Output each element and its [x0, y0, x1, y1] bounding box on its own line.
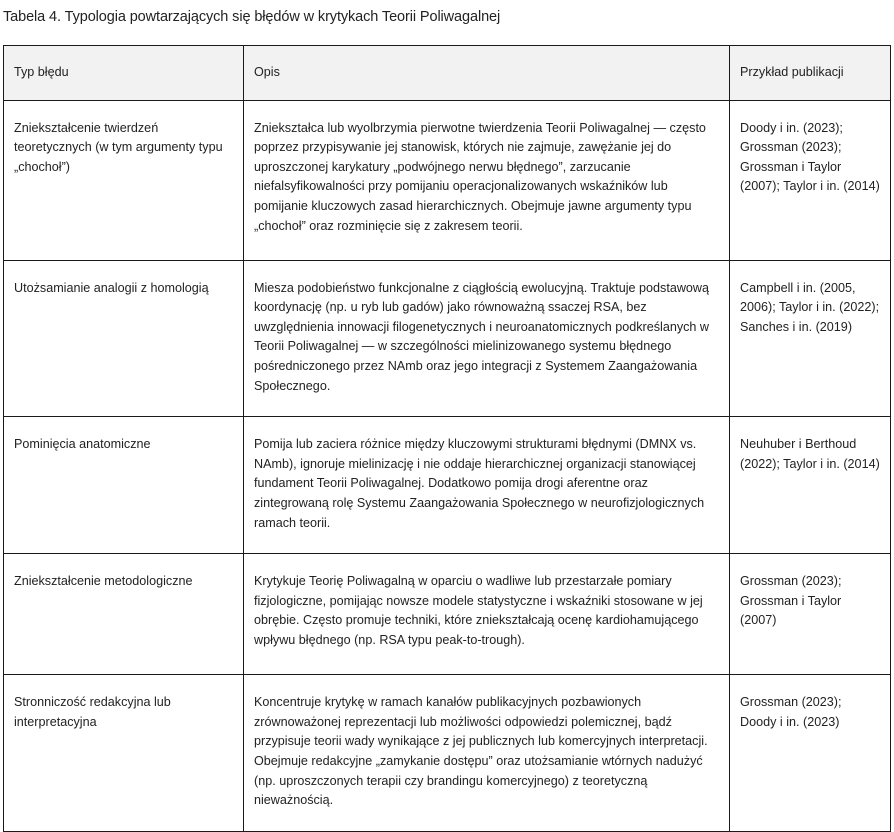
cell-examples: Grossman (2023); Grossman i Taylor (2007): [730, 554, 891, 675]
cell-description: Krytykuje Teorię Poliwagalną w oparciu o wadliwe lub przestarzałe pomiary fizjologiczne, pomijając nowsze modele statystyczne i wskaźniki stosowane w jej obrębie. Często promuje techniki, które zniekształcają ocenę kardiohamującego wpływu błędnego (np. RSA typu peak-to-trough).: [244, 554, 730, 675]
cell-error-type: Zniekształcenie twierdzeń teoretycznych (w tym argumenty typu „chochoł”): [4, 100, 244, 260]
cell-error-type: Stronniczość redakcyjna lub interpretacyjna: [4, 675, 244, 832]
table-row: [4, 260, 891, 417]
header-example-publications: Przykład publikacji: [730, 46, 891, 101]
cell-error-type: Utożsamianie analogii z homologią: [4, 260, 244, 417]
table-row: [4, 100, 891, 260]
cell-description: Koncentruje krytykę w ramach kanałów publikacyjnych pozbawionych zrównoważonej reprezentacji lub możliwości odpowiedzi polemicznej, bądź przypisuje teorii wady wynikające z jej publicznych lub komercyjnych interpretacji. Obejmuje redakcyjne „zamykanie dostępu” oraz utożsamianie wtórnych nadużyć (np. uproszczonych terapii czy brandingu komercyjnego) z teoretyczną nieważnością.: [244, 675, 730, 832]
error-typology-table: [3, 45, 891, 832]
table-row: [4, 417, 891, 554]
cell-error-type: Zniekształcenie metodologiczne: [4, 554, 244, 675]
header-description: Opis: [244, 46, 730, 101]
cell-examples: Grossman (2023); Doody i in. (2023): [730, 675, 891, 832]
cell-examples: Doody i in. (2023); Grossman (2023); Grossman i Taylor (2007); Taylor i in. (2014): [730, 100, 891, 260]
cell-description: Pomija lub zaciera różnice między kluczowymi strukturami błędnymi (DMNX vs. NAmb), ignoruje mielinizację i nie oddaje hierarchicznej organizacji stanowiącej fundament Teorii Poliwagalnej. Dodatkowo pomija drogi aferentne oraz zintegrowaną rolę Systemu Zaangażowania Społecznego w neurofizjologicznych ramach teorii.: [244, 417, 730, 554]
cell-description: Miesza podobieństwo funkcjonalne z ciągłością ewolucyjną. Traktuje podstawową koordynację (np. u ryb lub gadów) jako równoważną ssaczej RSA, bez uwzględnienia innowacji filogenetycznych i neuroanatomicznych podkreślanych w Teorii Poliwagalnej — w szczególności mielinizowanego systemu błędnego pośredniczonego przez NAmb oraz jego integracji z Systemem Zaangażowania Społecznego.: [244, 260, 730, 417]
header-error-type: Typ błędu: [4, 46, 244, 101]
cell-description: Zniekształca lub wyolbrzymia pierwotne twierdzenia Teorii Poliwagalnej — często poprzez przypisywanie jej stanowisk, których nie zajmuje, zawężanie jej do uproszczonej karykatury „podwójnego nerwu błędnego”, zarzucanie niefalsyfikowalności przy pomijaniu operacjonalizowanych wskaźników lub pomijanie kluczowych zasad hierarchicznych. Obejmuje jawne argumenty typu „chochoł” oraz rozminięcie się z zakresem teorii.: [244, 100, 730, 260]
table-row: [4, 554, 891, 675]
table-header-row: [4, 46, 891, 101]
cell-error-type: Pominięcia anatomiczne: [4, 417, 244, 554]
table-row: [4, 675, 891, 832]
cell-examples: Campbell i in. (2005, 2006); Taylor i in. (2022); Sanches i in. (2019): [730, 260, 891, 417]
cell-examples: Neuhuber i Berthoud (2022); Taylor i in. (2014): [730, 417, 891, 554]
table-caption: Tabela 4. Typologia powtarzających się błędów w krytykach Teorii Poliwagalnej: [3, 9, 501, 25]
